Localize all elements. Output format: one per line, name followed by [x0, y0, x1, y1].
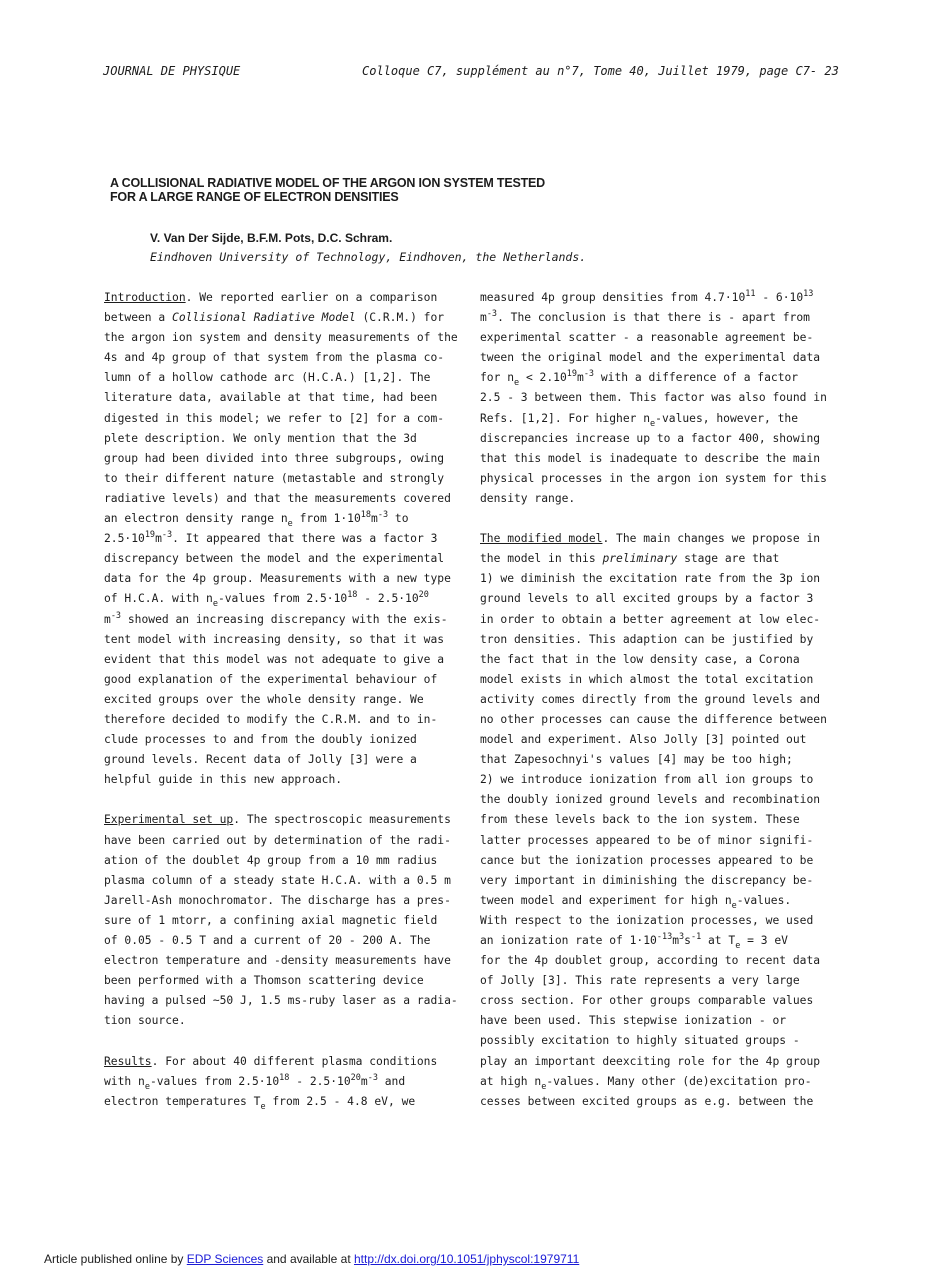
text-line: to their different nature (metastable and strongly: [104, 471, 445, 485]
text-line: $m^{-3}$. The conclusion is that there is - apart from: [480, 309, 810, 325]
text-line: tween model and experiment for high $n_e$-values.: [480, 893, 792, 911]
text-line: model and experiment. Also Jolly [3] pointed out: [480, 733, 807, 747]
text-line: therefore decided to modify the C.R.M. and to in-: [104, 712, 438, 726]
text-line: ground levels. Recent data of Jolly [3] were a: [104, 753, 417, 767]
text-line: have been carried out by determination of the radi-: [104, 833, 451, 847]
text-line: lumn of a hollow cathode arc (H.C.A.) [1,2]. The: [104, 371, 431, 385]
text-line: an ionization rate of $1\cdot 10^{-13}m^3s^{-1}$ at $T_e = 3$ eV: [480, 932, 788, 951]
citation-line: Colloque C7, supplément au n°7, Tome 40, Juillet 1979, page C7- 23: [362, 64, 839, 78]
text-line: from these levels back to the ion system. These: [480, 813, 800, 827]
text-line: good explanation of the experimental behaviour of: [104, 672, 438, 686]
text-line: having a pulsed ~50 J, 1.5 ms-ruby laser as a radia-: [104, 994, 458, 1008]
text-line: tron densities. This adaption can be justified by: [480, 632, 814, 646]
text-line: at high $n_e$-values. Many other (de)excitation pro-: [480, 1074, 812, 1092]
text-line: evident that this model was not adequate to give a: [104, 652, 445, 666]
text-line: for the 4p doublet group, according to recent data: [480, 954, 821, 968]
text-line: clude processes to and from the doubly ionized: [104, 733, 417, 747]
right-column: [480, 288, 827, 1112]
journal-name: JOURNAL DE PHYSIQUE: [103, 64, 241, 78]
title-line-1: A COLLISIONAL RADIATIVE MODEL OF THE ARGON ION SYSTEM TESTED: [110, 176, 546, 190]
text-line: physical processes in the argon ion system for this: [480, 471, 827, 485]
text-line: very important in diminishing the discrepancy be-: [480, 873, 814, 887]
text-line: of Jolly [3]. This rate represents a very large: [480, 974, 800, 988]
doi-link[interactable]: http://dx.doi.org/10.1051/jphyscol:1979711: [353, 1252, 580, 1266]
affiliation: Eindhoven University of Technology, Eindhoven, the Netherlands.: [150, 250, 587, 264]
text-line: tion source.: [104, 1014, 186, 1028]
text-line: tent model with increasing density, so that it was: [104, 632, 445, 646]
text-line: that Zapesochnyi's values [4] may be too high;: [480, 753, 793, 767]
text-line: cesses between excited groups as e.g. between the: [480, 1094, 814, 1108]
section-heading-modified-model: The modified model: [480, 532, 603, 546]
text-line: no other processes can cause the difference between: [480, 712, 827, 726]
text-line: play an important deexciting role for the 4p group: [480, 1054, 821, 1068]
text-line: possibly excitation to highly situated groups -: [480, 1034, 800, 1048]
publisher-link[interactable]: EDP Sciences: [186, 1252, 264, 1266]
text-line: that this model is inadequate to describe the main: [480, 451, 821, 465]
text-line: cross section. For other groups comparable values: [480, 994, 814, 1008]
text-line: The modified model. The main changes we propose in: [480, 532, 821, 546]
text-line: cance but the ionization processes appeared to be: [480, 853, 814, 867]
text-line: for $n_e < 2.10^{19}m^{-3}$ with a difference of a factor: [480, 369, 799, 389]
text-line: of H.C.A. with $n_e$-values from $2.5\cdot 10^{18} - 2.5\cdot 10^{20}$: [104, 590, 429, 610]
text-line: 2) we introduce ionization from all ion groups to: [480, 773, 814, 787]
text-line: the doubly ionized ground levels and recombination: [480, 793, 821, 807]
text-line: been performed with a Thomson scattering device: [104, 974, 424, 988]
text-line: helpful guide in this new approach.: [104, 773, 343, 787]
text-line: tween the original model and the experimental data: [480, 351, 821, 365]
text-line: have been used. This stepwise ionization - or: [480, 1014, 787, 1028]
text-line: plasma column of a steady state H.C.A. with a 0.5 m: [104, 873, 451, 887]
title-line-2: FOR A LARGE RANGE OF ELECTRON DENSITIES: [110, 190, 399, 204]
text-line: $m^{-3}$ showed an increasing discrepancy with the exis-: [104, 610, 448, 626]
section-heading-experimental: Experimental set up: [104, 813, 234, 827]
paragraph-gap: [104, 1031, 458, 1051]
left-column: [104, 288, 458, 1112]
text-line: an electron density range $n_e$ from $1\cdot 10^{18}m^{-3}$ to: [104, 510, 409, 530]
text-line: Experimental set up. The spectroscopic measurements: [104, 813, 451, 827]
text-line: discrepancies increase up to a factor 400, showing: [480, 431, 821, 445]
text-line: 1) we diminish the excitation rate from the 3p ion: [480, 572, 821, 586]
text-line: model exists in which almost the total excitation: [480, 672, 814, 686]
text-line: electron temperature and -density measurements have: [104, 954, 451, 968]
text-line: digested in this model; we refer to [2] for a com-: [104, 411, 445, 425]
text-line: the argon ion system and density measurements of the: [104, 331, 458, 345]
text-line: with $n_e$-values from $2.5\cdot 10^{18} - 2.5\cdot 10^{20}m^{-3}$ and: [104, 1072, 406, 1092]
text-line: between a Collisional Radiative Model (C.R.M.) for: [104, 311, 445, 325]
text-line: radiative levels) and that the measurements covered: [104, 491, 451, 505]
paper-title: [110, 176, 545, 204]
text-line: measured 4p group densities from $4.7\cdot 10^{11} - 6\cdot 10^{13}$: [480, 289, 814, 304]
section-heading-results: Results: [104, 1054, 152, 1068]
text-line: activity comes directly from the ground levels and: [480, 692, 821, 706]
text-line: experimental scatter - a reasonable agreement be-: [480, 331, 814, 345]
text-line: the fact that in the low density case, a Corona: [480, 652, 800, 666]
paragraph-gap: [104, 790, 458, 810]
text-line: electron temperatures $T_e$ from 2.5 - 4.8 eV, we: [104, 1094, 416, 1112]
text-line: group had been divided into three subgroups, owing: [104, 451, 445, 465]
text-line: in order to obtain a better agreement at low elec-: [480, 612, 821, 626]
text-line: Jarell-Ash monochromator. The discharge has a pres-: [104, 893, 451, 907]
text-line: With respect to the ionization processes, we used: [480, 913, 814, 927]
text-line: Results. For about 40 different plasma conditions: [104, 1054, 438, 1068]
text-line: ation of the doublet 4p group from a 10 mm radius: [104, 853, 438, 867]
text-line: latter processes appeared to be of minor signifi-: [480, 833, 814, 847]
text-line: density range.: [480, 491, 576, 505]
paragraph-gap: [480, 509, 827, 529]
publication-footer: [44, 1252, 579, 1266]
authors: V. Van Der Sijde, B.F.M. Pots, D.C. Schram.: [150, 231, 393, 245]
text-line: discrepancy between the model and the experimental: [104, 552, 445, 566]
text-line: ground levels to all excited groups by a factor 3: [480, 592, 814, 606]
text-line: 2.5 - 3 between them. This factor was also found in: [480, 391, 827, 405]
text-line: literature data, available at that time, had been: [104, 391, 438, 405]
text-line: Refs. [1,2]. For higher $n_e$-values, however, the: [480, 411, 798, 429]
text-line: Introduction. We reported earlier on a comparison: [104, 291, 438, 304]
text-line: 4s and 4p group of that system from the plasma co-: [104, 351, 445, 365]
text-line: data for the 4p group. Measurements with a new type: [104, 572, 451, 586]
text-line: excited groups over the whole density range. We: [104, 692, 424, 706]
text-line: sure of 1 mtorr, a confining axial magnetic field: [104, 913, 438, 927]
text-line: the model in this preliminary stage are that: [480, 552, 780, 566]
footer-middle: and available at: [263, 1252, 354, 1266]
text-line: $2.5\cdot 10^{19}m^{-3}$. It appeared that there was a factor 3: [104, 530, 438, 546]
footer-prefix: Article published online by: [44, 1252, 187, 1266]
section-heading-introduction: Introduction: [104, 291, 186, 304]
text-line: of 0.05 - 0.5 T and a current of 20 - 200 A. The: [104, 934, 431, 947]
text-line: plete description. We only mention that the 3d: [104, 431, 417, 445]
